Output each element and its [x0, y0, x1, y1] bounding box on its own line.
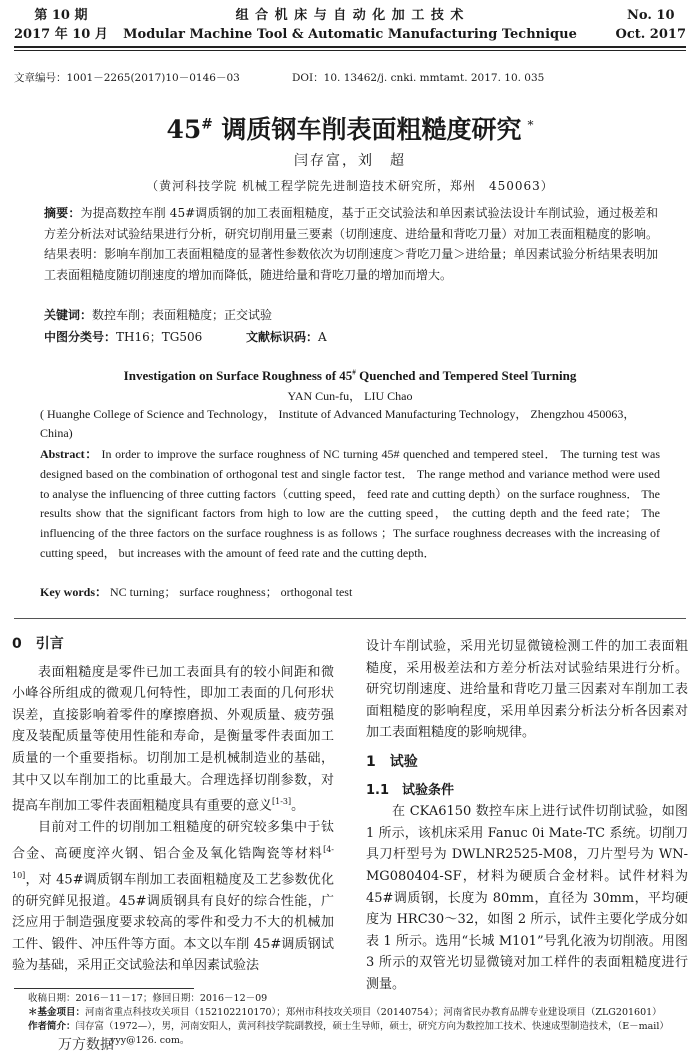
footnote-rule [14, 988, 194, 989]
citation-1-3: [1-3] [272, 797, 292, 807]
body-column-right [366, 636, 688, 996]
footnote-fund-label: ＊基金项目： [28, 1007, 86, 1018]
english-abstract [40, 445, 660, 564]
title-rest: 调质钢车削表面粗糙度研究 [212, 115, 522, 144]
title-sup: # [201, 116, 213, 133]
abstract-cn-text: 为提高数控车削 45#调质钢的加工表面粗糙度，基于正交试验法和单因素试验法设计车削试验，通过极差和方差分析法对试验结果进行分析，研究切削用量三要素（切削速度、进给量和背吃刀量）对加工表面粗糙度的影响。结果表明：影响车削加工表面粗糙度的显著性参数依次为切削速度＞背吃刀量＞进给量；单因素试验分析结果表明加工表面粗糙度随切削速度的增加而降低，随进给量和背吃刀量的增加而增大。 [44, 206, 658, 282]
section-1-heading: 1 试验 [366, 753, 418, 770]
english-abstract-label: Abstract： [40, 447, 98, 461]
abstract-cn-label: 摘要： [44, 206, 81, 220]
document-code-text: A [318, 330, 327, 344]
keywords-cn-text: 数控车削；表面粗糙度；正交试验 [92, 308, 273, 322]
watermark: 万方数据 [58, 1037, 114, 1053]
keywords-cn-label: 关键词： [44, 308, 93, 322]
english-title-rest: Quenched and Tempered Steel Turning [355, 368, 577, 383]
section-0-heading: 0 引言 [12, 636, 64, 652]
issue-date-en: Oct. 2017 [615, 27, 686, 42]
section-divider [14, 618, 686, 619]
english-title-prefix: Investigation on Surface Roughness of 45 [123, 368, 353, 383]
issue-number-en: No. 10 [627, 8, 675, 23]
classification [44, 328, 202, 345]
classification-label: 中图分类号： [44, 330, 117, 344]
paragraph-1-text: 表面粗糙度是零件已加工表面具有的较小间距和微小峰谷所组成的微观几何特性，即加工表面的几何形状误差，直接影响着零件的摩擦磨损、外观质量、疲劳强度及装配质量等使用性能和寿命，是衡量零件表面加工质量的一个重要指标。切削加工是机械制造业的基础，其中又以车削加工的比重最大。合理选择切削参数，对提高车削加工零件表面粗糙度具有重要的意义 [12, 664, 334, 814]
footnote-email: yyy@126. com。 [110, 1035, 190, 1046]
english-keywords-text: NC turning； surface roughness； orthogonal test [107, 585, 353, 599]
english-title [0, 368, 700, 384]
paragraph-2 [12, 817, 334, 977]
document-code [246, 328, 327, 345]
paragraph-1 [12, 662, 334, 817]
abstract-cn [44, 203, 658, 285]
citation-4-10: [4-10] [12, 844, 334, 880]
affiliation: （黄河科技学院 机械工程学院先进制造技术研究所，郑州 450063） [146, 179, 554, 193]
english-affiliation: ( Huanghe College of Science and Technology， Institute of Advanced Manufacturing Technology， Zhengzhou 450063， China) [40, 407, 636, 440]
article-number: 文章编号：1001－2265(2017)10－0146－03 [14, 72, 240, 84]
paragraph-1-end: 。 [291, 798, 305, 814]
document-code-label: 文献标识码： [246, 330, 319, 344]
header-issue-right [616, 6, 686, 44]
paragraph-3: 设计车削试验，采用光切显微镜检测工件的加工表面粗糙度，采用极差法和方差分析法对试验结果进行分析。研究切削速度、进给量和背吃刀量三因素对车削加工表面粗糙度的影响程度，采用单因素分析法分析各因素对加工表面粗糙度的影响规律。 [366, 639, 688, 741]
english-title-sup: # [352, 368, 356, 377]
footnote-fund [28, 1006, 688, 1020]
title-prefix: 45 [166, 115, 202, 144]
english-abstract-text: In order to improve the surface roughness of NC turning 45# quenched and tempered steel． The turning test was designed based on the combination of orthogonal test and single factor test． The range method and variance method were used to analyse the influencing of three cutting factors（cutting speed， feed rate and cutting depth）on the surface roughness． The results show that the significant factors from high to low are the cutting speed， the cutting depth and the feed rate； The influencing of the three factors on the surface roughness is as follows ；The surface roughness decreases with the increasing of cutting speed， but increases with the amount of feed rate and the cutting depth． [40, 447, 660, 560]
footnote-received: 收稿日期：2016－11－17；修回日期：2016－12－09 [28, 993, 268, 1004]
section-1-1-heading: 1.1 试验条件 [366, 782, 455, 798]
header-journal [0, 6, 700, 44]
header-rule-thick [14, 46, 686, 48]
issue-number-cn: 第 10 期 [34, 8, 88, 23]
keywords-cn [44, 306, 272, 323]
footnote-author [28, 1020, 688, 1034]
header-rule-thin [14, 50, 686, 51]
classification-text: TH16；TG506 [116, 330, 203, 344]
paragraph-2-text-a: 目前对工件的切削加工粗糙度的研究较多集中于钛合金、高硬度淬火钢、铝合金及氧化锆陶瓷等材料 [12, 820, 334, 861]
footnote-fund-text: 河南省重点科技攻关项目（152102210170）；郑州市科技攻关项目（20140754）；河南省民办教育品牌专业建设项目（ZLG201601） [85, 1007, 662, 1018]
journal-name-cn: 组 合 机 床 与 自 动 化 加 工 技 术 [235, 8, 465, 23]
english-authors: YAN Cun-fu， LIU Chao [287, 389, 413, 403]
paragraph-2-text-b: ，对 45#调质钢车削加工表面粗糙度及工艺参数优化的研究鲜见报道。45#调质钢具有良好的综合性能，广泛应用于制造强度要求较高的零件和受力不大的机械加工件、锻件、冲压件等方面。本文以车削 45#调质钢试验为基础，采用正交试验法和单因素试验法 [12, 871, 334, 974]
doi: DOI：10. 13462/j. cnki. mmtamt. 2017. 10. 035 [292, 72, 545, 84]
body-column-left [12, 630, 334, 977]
footnote-author-label: 作者简介： [28, 1021, 76, 1032]
journal-name-en: Modular Machine Tool & Automatic Manufacturing Technique [123, 27, 577, 42]
paragraph-4: 在 CKA6150 数控车床上进行试件切削试验，如图 1 所示，该机床采用 Fanuc 0i Mate-TC 系统。切削刀具刀杆型号为 DWLNR2525-M08，刀片型号为 WN-MG080404-SF，材料为硬质合金材料。试件材料为 45#调质钢，长度为 80mm，直径为 30mm，平均硬度为 HRC30～32，如图 2 所示，试件主要化学成分如表 1 所示。选用“长城 M101”号乳化液为切削液。用图 3 所示的双管光切显微镜对加工样件的表面粗糙度进行测量。 [366, 804, 688, 992]
english-keywords-label: Key words： [40, 585, 107, 599]
authors: 闫存富，刘 超 [294, 153, 406, 169]
english-keywords [40, 583, 352, 600]
title-star: * [527, 117, 534, 132]
issue-date-cn: 2017 年 10 月 [14, 27, 108, 42]
footnote-author-text: 闫存富（1972—），男，河南安阳人，黄河科技学院副教授，硕士生导师，硕士，研究方向为数控加工技术、快速成型制造技术，（E－mail） [75, 1021, 669, 1032]
paper-title [0, 110, 700, 146]
